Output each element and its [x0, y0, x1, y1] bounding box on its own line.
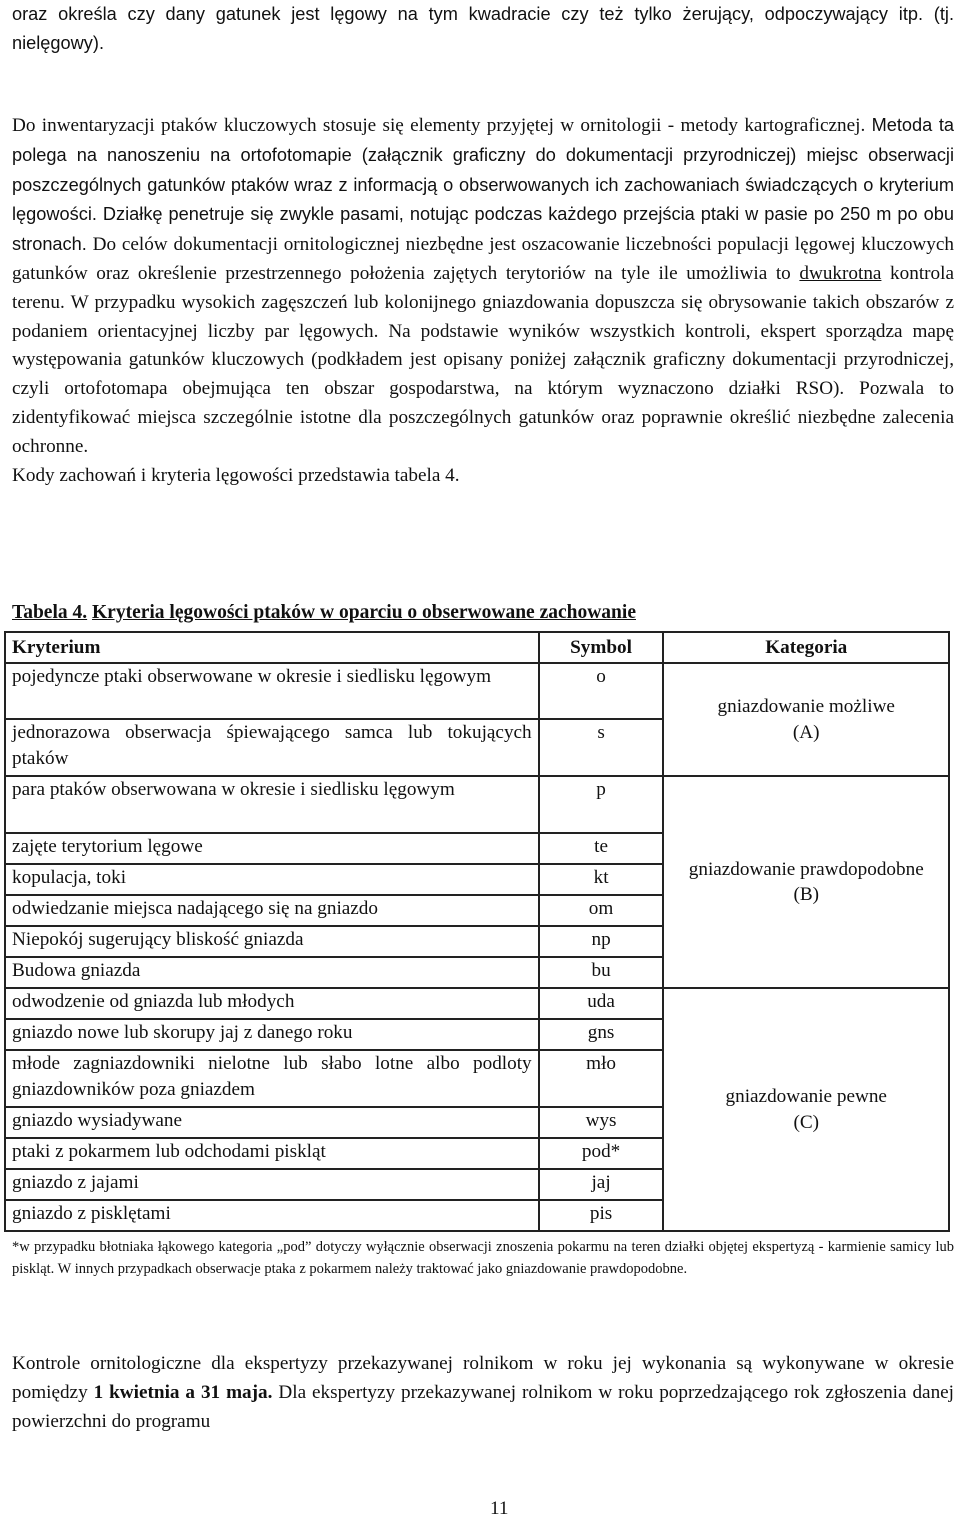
breeding-criteria-table — [4, 631, 950, 1232]
methods-sentence-5: Na podstawie wyników wszystkich kontroli, ekspert sporządza mapę występowania gatunków kluczowych (podkładem jest opisany poniżej załącznik graficzny dokumentacji przyrodniczej, czyli ortofotomapa obejmująca ten obszar gospodarstwa, na którym wyznaczono działki RSO). Pozwala to zidentyfikować miejsca szczególnie istotne dla poszczególnych gatunków oraz poprawnie określić niezbędne zalecenia ochronne. — [12, 320, 955, 457]
criterion-cell: gniazdo nowe lub skorupy jaj z danego roku — [5, 1019, 539, 1050]
table-caption-title: Kryteria lęgowości ptaków w oparciu o obserwowane zachowanie — [92, 602, 636, 623]
table-footnote — [12, 1236, 954, 1280]
criterion-cell: Budowa gniazda — [5, 957, 539, 988]
methods-sentence-2: Metoda ta polega na nanoszeniu na ortofotomapie (załącznik graficzny do dokumentacji przyrodniczej) miejsc obserwacji poszczególnych gatunków ptaków wraz z informacją o obserwowanych ich zachowaniach świadczących o kryterium lęgowości. Działkę penetruje się zwykle pasami, notując podczas każdego przejścia ptaki w pasie po 250 m po obu stronach. — [12, 115, 955, 255]
page-number: 11 — [490, 1498, 509, 1519]
criterion-cell: gniazdo wysiadywane — [5, 1107, 539, 1138]
category-a-name: gniazdowanie możliwe — [717, 696, 895, 717]
criterion-cell: gniazdo z jajami — [5, 1169, 539, 1200]
symbol-cell: wys — [539, 1107, 664, 1138]
symbol-cell: uda — [539, 988, 664, 1019]
table-caption-label: Tabela 4. — [12, 602, 88, 623]
criterion-cell: gniazdo z pisklętami — [5, 1200, 539, 1231]
methods-sentence-3b: kontrola terenu. — [12, 262, 954, 313]
category-b-name: gniazdowanie prawdopodobne — [688, 858, 924, 880]
controls-text-a: Kontrole ornitologiczne dla ekspertyzy przekazywanej rolnikom w roku jej wykonania są wykonywane w okresie pomiędzy — [12, 1353, 954, 1403]
category-b-cell — [663, 776, 949, 988]
symbol-cell: te — [539, 833, 664, 864]
criterion-cell: jednorazowa obserwacja śpiewającego samca lub tokujących ptaków — [5, 719, 539, 776]
criterion-cell: ptaki z pokarmem lub odchodami piskląt — [5, 1138, 539, 1169]
category-c-cell — [663, 988, 949, 1231]
table-row — [5, 663, 949, 719]
methods-sentence-3a: Do celów dokumentacji ornitologicznej niezbędne jest oszacowanie liczebności populacji lęgowej kluczowych gatunków oraz określenie przestrzennego położenia zajętych terytoriów na tyle ile umożliwia to — [12, 234, 954, 284]
criterion-cell: odwodzenie od gniazda lub młodych — [5, 988, 539, 1019]
symbol-cell: bu — [539, 957, 664, 988]
footnote-text: *w przypadku błotniaka łąkowego kategoria „pod” dotyczy wyłącznie obserwacji znoszenia pokarmu na teren działki objętej ekspertyzą - karmienie samicy lub piskląt. W innych przypadkach obserwacje ptaka z pokarmem należy traktować jako gniazdowanie prawdopodobne. — [12, 1239, 954, 1277]
criterion-cell: zajęte terytorium lęgowe — [5, 833, 539, 864]
symbol-cell: np — [539, 926, 664, 957]
controls-paragraph — [12, 1350, 954, 1436]
methods-paragraph — [12, 111, 954, 490]
symbol-cell: jaj — [539, 1169, 664, 1200]
underlined-word: dwukrotna — [799, 262, 882, 284]
methods-sentence-1: Do inwentaryzacji ptaków kluczowych stosuje się elementy przyjętej w ornitologii - metody kartograficznej. — [12, 115, 866, 136]
table-caption — [12, 602, 636, 624]
header-criterion: Kryterium — [5, 632, 539, 663]
symbol-cell: mło — [539, 1050, 664, 1107]
symbol-cell: om — [539, 895, 664, 926]
category-a-code: (A) — [792, 721, 820, 743]
intro-text: oraz określa czy dany gatunek jest lęgowy na tym kwadracie czy też tylko żerujący, odpoczywający itp. (tj. nielęgowy). — [12, 4, 954, 53]
criterion-cell: młode zagniazdowniki nielotne lub słabo lotne albo podloty gniazdowników poza gniazdem — [5, 1050, 539, 1107]
table-row — [5, 776, 949, 833]
symbol-cell: p — [539, 776, 664, 833]
criterion-cell: odwiedzanie miejsca nadającego się na gniazdo — [5, 895, 539, 926]
category-b-code: (B) — [793, 884, 820, 905]
symbol-cell: pod* — [539, 1138, 664, 1169]
symbol-cell: kt — [539, 864, 664, 895]
criterion-cell: kopulacja, toki — [5, 864, 539, 895]
symbol-cell: s — [539, 719, 664, 776]
intro-paragraph — [12, 0, 954, 58]
methods-sentence-6: Kody zachowań i kryteria lęgowości przedstawia tabela 4. — [12, 464, 460, 486]
category-a-cell — [663, 663, 949, 776]
criterion-cell: Niepokój sugerujący bliskość gniazda — [5, 926, 539, 957]
category-c-code: (C) — [793, 1111, 820, 1133]
methods-sentence-4: W przypadku wysokich zagęszczeń lub kolonijnego gniazdowania dopuszcza się obrysowanie takich obszarów z podaniem orientacyjnej liczby par lęgowych. — [12, 291, 955, 342]
category-c-name: gniazdowanie pewne — [725, 1086, 887, 1107]
table-header-row — [5, 632, 949, 663]
symbol-cell: o — [539, 663, 664, 719]
header-category: Kategoria — [663, 632, 949, 663]
table-row — [5, 988, 949, 1019]
symbol-cell: gns — [539, 1019, 664, 1050]
criterion-cell: pojedyncze ptaki obserwowane w okresie i siedlisku lęgowym — [5, 663, 539, 719]
symbol-cell: pis — [539, 1200, 664, 1231]
controls-dates: 1 kwietnia a 31 maja. — [93, 1381, 273, 1403]
controls-text-b: Dla ekspertyzy przekazywanej rolnikom w roku poprzedzającego rok zgłoszenia danej powierzchni do programu — [12, 1381, 955, 1432]
criterion-cell: para ptaków obserwowana w okresie i siedlisku lęgowym — [5, 776, 539, 833]
header-symbol: Symbol — [539, 632, 664, 663]
